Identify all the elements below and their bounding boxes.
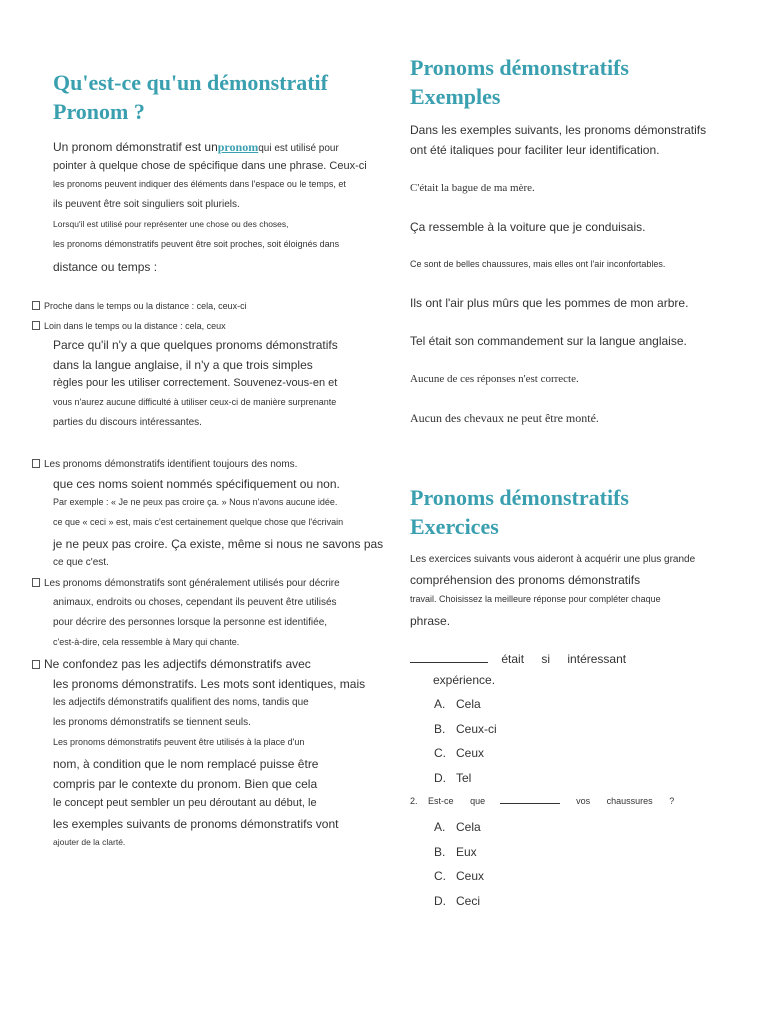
bullet-box-icon xyxy=(32,459,40,468)
rule3-line: ajouter de la clarté. xyxy=(53,837,126,847)
rule1-line: que ces noms soient nommés spécifiquement ou non. xyxy=(53,477,340,491)
rule-bullet: Les pronoms démonstratifs sont généralement utilisés pour décrire xyxy=(32,578,340,589)
exercises-intro-line: compréhension des pronoms démonstratifs xyxy=(410,573,641,587)
rule1-line: je ne peux pas croire. Ça existe, même si nous ne savons pas xyxy=(53,537,384,551)
exercises-intro-line: Les exercices suivants vous aideront à acquérir une plus grande xyxy=(410,554,696,565)
rule2-line: animaux, endroits ou choses, cependant ils peuvent être utilisés xyxy=(53,597,337,608)
rule-bullet: Les pronoms démonstratifs identifient toujours des noms. xyxy=(32,459,297,470)
exercises-heading-line-1: Pronoms démonstratifs xyxy=(410,485,629,510)
pronom-link[interactable]: pronom xyxy=(217,140,259,154)
examples-heading-line-2: Exemples xyxy=(410,84,501,109)
bullet-box-icon xyxy=(32,660,40,669)
intro-line-5: Lorsqu'il est utilisé pour représenter une chose ou des choses, xyxy=(53,219,289,229)
rule2-line: pour décrire des personnes lorsque la personne est identifiée, xyxy=(53,617,328,628)
intro-line-3: les pronoms peuvent indiquer des éléments dans l'espace ou le temps, et xyxy=(53,179,346,189)
q1-option[interactable]: D. Tel xyxy=(434,771,472,785)
intro-text-after: qui est utilisé pour xyxy=(258,143,339,154)
examples-intro-line: ont été italiques pour faciliter leur identification. xyxy=(410,143,660,157)
rule3-line: les adjectifs démonstratifs qualifient des noms, tandis que xyxy=(53,697,309,708)
rule3-line: les exemples suivants de pronoms démonstratifs vont xyxy=(53,817,339,831)
answer-blank[interactable] xyxy=(500,803,560,804)
answer-blank[interactable] xyxy=(410,662,488,663)
exercises-intro-line: travail. Choisissez la meilleure réponse pour compléter chaque xyxy=(410,594,661,604)
question-1: était si intéressant xyxy=(410,653,626,665)
q2-option[interactable]: C. Ceux xyxy=(434,869,485,883)
para2-line: dans la langue anglaise, il n'y a que trois simples xyxy=(53,358,313,372)
q1-option[interactable]: C. Ceux xyxy=(434,746,485,760)
example-sentence: Tel était son commandement sur la langue anglaise. xyxy=(410,334,687,348)
rule2-line: c'est-à-dire, cela ressemble à Mary qui chante. xyxy=(53,637,240,647)
rule1-line: ce que c'est. xyxy=(53,557,109,568)
intro-line-4: ils peuvent être soit singuliers soit pluriels. xyxy=(53,199,240,210)
example-sentence: Aucune de ces réponses n'est correcte. xyxy=(410,373,579,385)
left-heading-line-1: Qu'est-ce qu'un démonstratif xyxy=(53,70,328,95)
q1-option[interactable]: B. Ceux-ci xyxy=(434,722,497,736)
question-1-line-2: expérience. xyxy=(433,673,496,687)
q2-option[interactable]: D. Ceci xyxy=(434,894,481,908)
rule1-line: Par exemple : « Je ne peux pas croire ça. » Nous n'avons aucune idée. xyxy=(53,497,338,507)
para2-line: Parce qu'il n'y a que quelques pronoms démonstratifs xyxy=(53,338,338,352)
q1-option[interactable]: A. Cela xyxy=(434,697,481,711)
rule3-line: les pronoms démonstratifs. Les mots sont identiques, mais xyxy=(53,677,366,691)
rule3-line: compris par le contexte du pronom. Bien que cela xyxy=(53,777,318,791)
exercises-heading-line-2: Exercices xyxy=(410,514,499,539)
intro-line-2: pointer à quelque chose de spécifique dans une phrase. Ceux-ci xyxy=(53,160,367,172)
rule3-line: les pronoms démonstratifs se tiennent seuls. xyxy=(53,717,251,728)
example-sentence: Ce sont de belles chaussures, mais elles ont l'air inconfortables. xyxy=(410,259,666,269)
example-sentence: C'était la bague de ma mère. xyxy=(410,182,535,194)
q2-option[interactable]: A. Cela xyxy=(434,820,481,834)
rule3-line: le concept peut sembler un peu déroutant au début, le xyxy=(53,797,317,809)
examples-intro-line: Dans les exemples suivants, les pronoms démonstratifs xyxy=(410,123,707,137)
bullet-box-icon xyxy=(32,321,40,330)
intro-text-before: Un pronom démonstratif est un xyxy=(53,140,218,154)
example-sentence: Ça ressemble à la voiture que je conduisais. xyxy=(410,220,646,234)
question-2: 2. Est-ce que vos chaussures ? xyxy=(410,796,675,806)
rule-bullet: Ne confondez pas les adjectifs démonstratifs avec xyxy=(32,658,311,670)
intro-line xyxy=(53,141,339,154)
bullet-box-icon xyxy=(32,578,40,587)
para2-line: parties du discours intéressantes. xyxy=(53,417,202,428)
examples-heading-line-1: Pronoms démonstratifs xyxy=(410,55,629,80)
rule3-line: Les pronoms démonstratifs peuvent être utilisés à la place d'un xyxy=(53,737,305,747)
rule1-line: ce que « ceci » est, mais c'est certainement quelque chose que l'écrivain xyxy=(53,517,344,527)
q2-option[interactable]: B. Eux xyxy=(434,845,477,859)
para2-line: règles pour les utiliser correctement. Souvenez-vous-en et xyxy=(53,377,338,389)
para2-line: vous n'aurez aucune difficulté à utiliser ceux-ci de manière surprenante xyxy=(53,397,337,407)
example-sentence: Ils ont l'air plus mûrs que les pommes de mon arbre. xyxy=(410,296,689,310)
intro-line-7: distance ou temps : xyxy=(53,260,158,274)
bullet-box-icon xyxy=(32,301,40,310)
bullet-item: Proche dans le temps ou la distance : cela, ceux-ci xyxy=(32,301,247,311)
intro-line-6: les pronoms démonstratifs peuvent être soit proches, soit éloignés dans xyxy=(53,239,340,249)
rule3-line: nom, à condition que le nom remplacé puisse être xyxy=(53,757,319,771)
example-sentence: Aucun des chevaux ne peut être monté. xyxy=(410,411,599,425)
exercises-intro-line: phrase. xyxy=(410,614,451,628)
left-heading-line-2: Pronom ? xyxy=(53,99,145,124)
bullet-item: Loin dans le temps ou la distance : cela, ceux xyxy=(32,321,226,331)
